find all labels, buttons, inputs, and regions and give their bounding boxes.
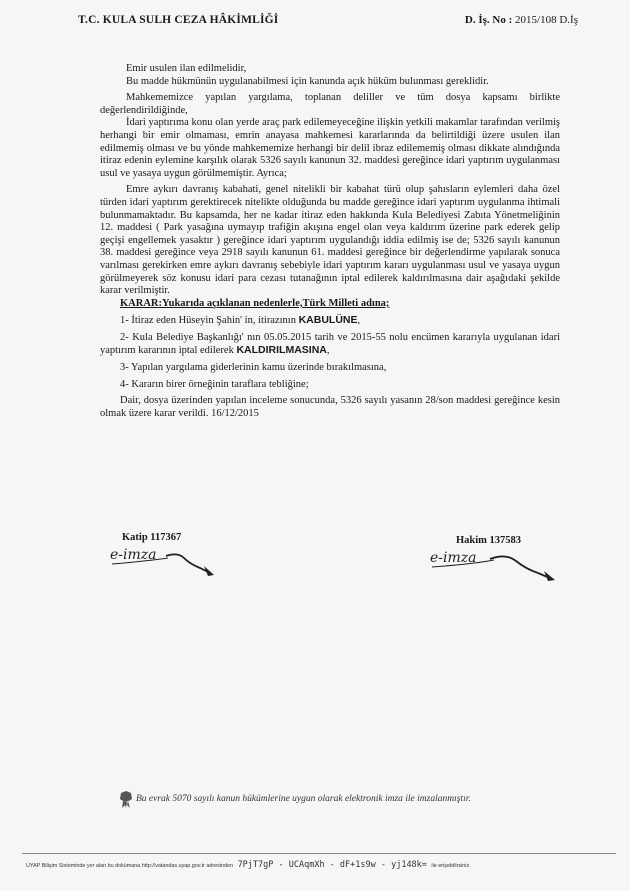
uyap-footer-text: UYAP Bilişim Sisteminde yer alan bu dokümana http://vatandas.uyap.gov.tr adresinden (26, 863, 234, 869)
karar-item-2 (100, 332, 560, 358)
clerk-e-signature-scrawl (108, 544, 218, 578)
e-signature-notice: Bu evrak 5070 sayılı kanun hükümlerine uygun olarak elektronik imza ile imzalanmıştır. (136, 794, 471, 804)
uyap-footer (26, 860, 471, 870)
paragraph-4: İdari yaptırıma konu olan yerde araç park edilemeyeceğine ilişkin yetkili makamlar tarafından verilmiş herhangi bir emir olmaması, emrin anayasa mahkemesi kararlarında da belirtildiği üzere usulen ilan edilmemiş olması ve bu yönde mahkememize herhangi bir delil ibraz edilememiş olması dikkate alındığında itiraz edenin eylemine karşılık olarak 5326 sayılı kanunun 32. maddesi gereğince idari yaptırım uygulanması usul ve yasaya uygun görülmemiştir. Ayrıca; (100, 117, 560, 179)
judge-signature-label: Hakim 137583 (456, 535, 522, 546)
document-number-label: D. İş. No : (464, 14, 513, 26)
karar-item-1-emphasis: KABULÜNE (298, 314, 358, 327)
karar-item-3: 3- Yapılan yargılama giderlerinin kamu üzerinde bırakılmasına, (120, 362, 387, 374)
karar-item-4: 4- Kararın birer örneğinin taraflara tebliğine; (120, 378, 309, 390)
karar-item-2-tail: , (326, 345, 330, 357)
clerk-e-signature-text: e-imza (110, 547, 157, 563)
e-signature-seal-icon (118, 791, 134, 809)
karar-item-1 (100, 314, 560, 328)
decision-body (100, 63, 560, 420)
judge-e-signature-scrawl (428, 547, 558, 583)
uyap-footer-tail: ile erişebilirsiniz. (431, 863, 471, 869)
karar-item-1-text: 1- İtiraz eden Hüseyin Şahin' in, itirazının (120, 315, 299, 327)
clerk-signature-label: Katip 117367 (122, 532, 182, 543)
karar-item-2-text: 2- Kula Belediye Başkanlığı' nın 05.05.2015 tarih ve 2015-55 nolu encümen kararıyla uygulanan idari yaptırım kararının iptal edilerek (100, 331, 560, 357)
paragraph-1: Emir usulen ilan edilmelidir, (126, 63, 247, 74)
karar-heading-text: KARAR:Yukarıda açıklanan nedenlerle,Türk Milleti adına; (120, 297, 390, 309)
karar-items (100, 314, 560, 420)
court-name: T.C. KULA SULH CEZA HÂKİMLİĞİ (78, 14, 279, 26)
footer-divider (22, 853, 616, 854)
karar-conclusion: Dair, dosya üzerinden yapılan inceleme sonucunda, 5326 sayılı yasanın 28/son maddesi gereğince kesin olmak üzere karar verildi. 16/12/2015 (100, 395, 560, 419)
document-number (465, 14, 578, 26)
paragraph-5: Emre aykırı davranış kabahati, genel nitelikli bir kabahat türü olup şahısların eylemleri daha özel türden idari yaptırım gerektirecek nitelikte olduğunda bu madde gereğince idari yaptırım uygulanma ihtimali bulunmamaktadır. Bu kapsamda, her ne kadar itiraz eden hakkında Kula Belediyesi Zabıta Yönetmeliğinin 12. maddesi ( Park yasağına uymayıp trafiğin akışına engel olan veya kaldırım üzerine park ederek gelip geçişi engellemek yasaktır ) gereğince idari yaptırım uygulandığı iddia edilmiş ise de; 5326 sayılı kanunun 38. maddesi gereğince veya 2918 sayılı kanunun 61. maddesi gereğince bir değerlendirme yapılarak sonuca varılması gerekirken emre aykırı davranış sebebiyle idari yaptırım kararı uygulanması usul ve yasaya uygun görülmeyerek söz konusu idari para cezası tutanağının iptal edilerek kaldırılmasına dair aşağıdaki şekilde karar verilmiştir. (100, 184, 560, 297)
paragraph-2: Bu madde hükmünün uygulanabilmesi için kanunda açık hüküm bulunması gereklidir. (126, 75, 489, 87)
document-number-value: 2015/108 D.İş (515, 14, 578, 26)
paragraph-3: Mahkememizce yapılan yargılama, toplanan deliller ve tüm dosya kapsamı birlikte değerlendirildiğinde, (100, 92, 560, 116)
karar-item-1-tail: , (357, 315, 361, 327)
uyap-verification-code: 7PjT7gP - UCAqmXh - dF+1s9w - yj148k= (237, 860, 427, 870)
karar-heading (100, 298, 560, 311)
judge-e-signature-text: e-imza (430, 550, 477, 566)
karar-item-2-emphasis: KALDIRILMASINA (236, 344, 327, 357)
